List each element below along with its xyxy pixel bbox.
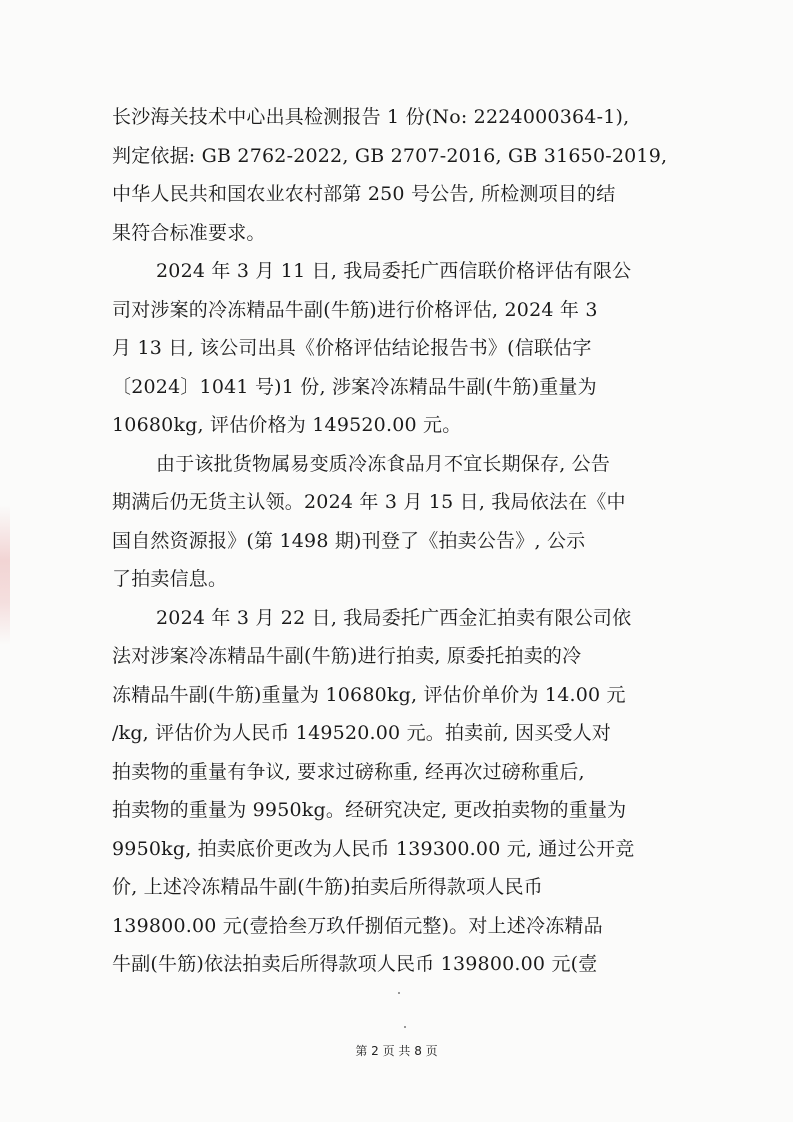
text-line: 139800.00 元(壹拾叁万玖仟捌佰元整)。对上述冷冻精品 (112, 914, 603, 937)
text-line: 月 13 日, 该公司出具《价格评估结论报告书》(信联估字 (112, 337, 592, 359)
text-line: 判定依据: GB 2762-2022, GB 2707-2016, GB 31650-2019, (112, 144, 668, 167)
text-line: 9950kg, 拍卖底价更改为人民币 139300.00 元, 通过公开竞 (112, 837, 635, 860)
text-line: 法对涉案冷冻精品牛副(牛筋)进行拍卖, 原委托拍卖的冷 (112, 645, 582, 667)
text-line: 中华人民共和国农业农村部第 250 号公告, 所检测项目的结 (112, 183, 616, 205)
text-line: 冻精品牛副(牛筋)重量为 10680kg, 评估价单价为 14.00 元 (112, 683, 626, 706)
paragraph-start-line: 2024 年 3 月 22 日, 我局委托广西金汇拍卖有限公司依 (156, 606, 632, 629)
text-line: 拍卖物的重量有争议, 要求过磅称重, 经再次过磅称重后, (112, 760, 585, 783)
text-line: 拍卖物的重量为 9950kg。经研究决定, 更改拍卖物的重量为 (112, 799, 627, 821)
text-line: 期满后仍无货主认领。2024 年 3 月 15 日, 我局依法在《中 (112, 491, 626, 513)
paragraph-start-line: 由于该批货物属易变质冷冻食品月不宜长期保存, 公告 (156, 452, 611, 475)
text-line: 果符合标准要求。 (112, 221, 266, 244)
paragraph-start-line: 2024 年 3 月 11 日, 我局委托广西信联价格评估有限公 (156, 260, 632, 282)
text-line: 了拍卖信息。 (112, 568, 228, 590)
text-line: 长沙海关技术中心出具检测报告 1 份(No: 2224000364-1), (112, 106, 630, 128)
text-line: 司对涉案的冷冻精品牛副(牛筋)进行价格评估, 2024 年 3 (112, 298, 598, 321)
document-body (112, 98, 672, 984)
text-line: 10680kg, 评估价格为 149520.00 元。 (112, 414, 462, 436)
page-number: 第 2 页 共 8 页 (355, 1044, 438, 1058)
text-line: 价, 上述冷冻精品牛副(牛筋)拍卖后所得款项人民币 (112, 876, 543, 898)
text-line: 牛副(牛筋)依法拍卖后所得款项人民币 139800.00 元(壹 (112, 953, 598, 975)
text-line: /kg, 评估价为人民币 149520.00 元。拍卖前, 因买受人对 (112, 722, 612, 744)
seal-stamp-edge (0, 505, 10, 645)
text-line: 〔2024〕1041 号)1 份, 涉案冷冻精品牛副(牛筋)重量为 (112, 375, 597, 398)
text-line: 国自然资源报》(第 1498 期)刊登了《拍卖公告》, 公示 (112, 529, 586, 552)
scan-speck (398, 992, 400, 994)
scan-speck (404, 1026, 406, 1028)
